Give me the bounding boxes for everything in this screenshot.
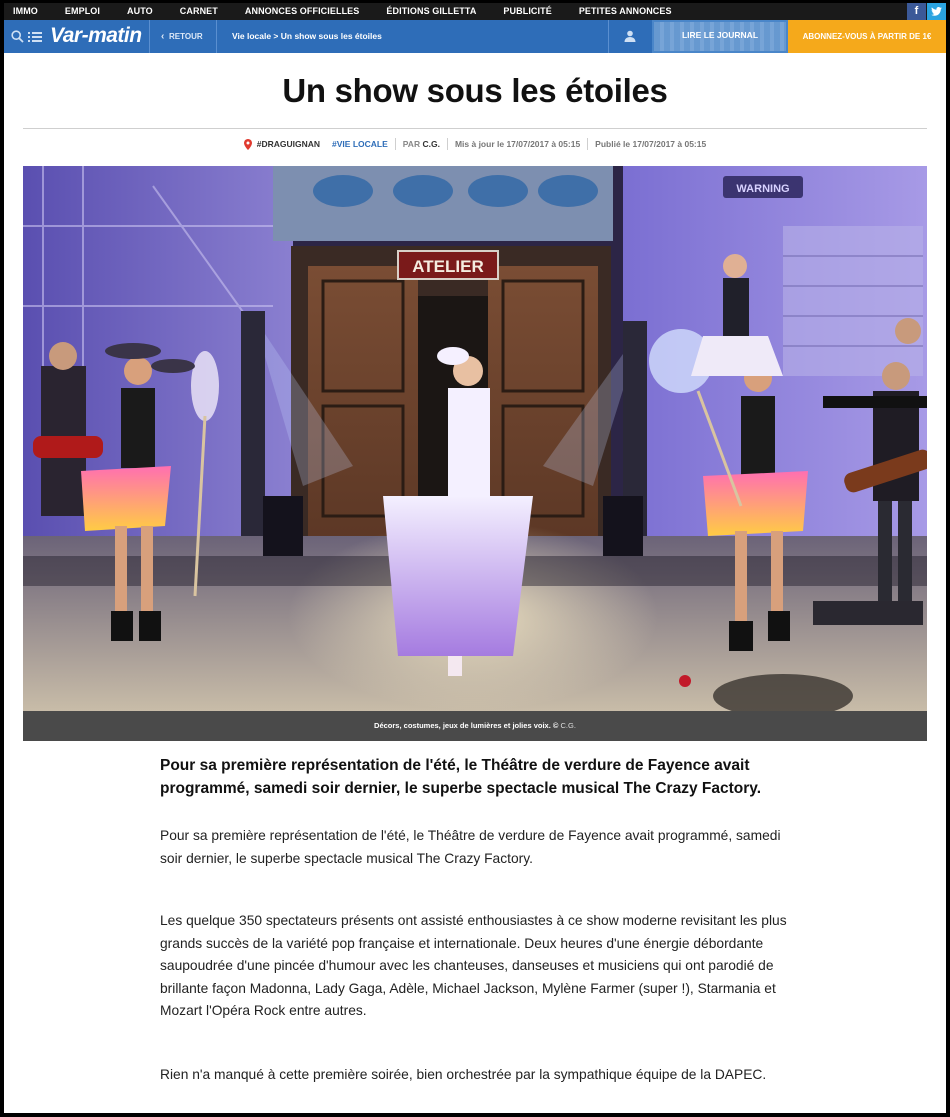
utility-link-petites-annonces[interactable]: PETITES ANNONCES [578, 6, 672, 16]
utility-link-carnet[interactable]: CARNET [179, 6, 218, 16]
location-tag[interactable]: #DRAGUIGNAN [256, 139, 321, 149]
article-lead: Pour sa première représentation de l'été, le Théâtre de verdure de Fayence avait programmé, samedi soir dernier, le superbe spectacle musical The Crazy Factory. [160, 757, 762, 797]
warning-sign: WARNING [736, 183, 790, 195]
facebook-icon[interactable]: f [907, 3, 926, 20]
back-button[interactable] [151, 20, 217, 53]
utility-link-annonces-officielles[interactable]: ANNONCES OFFICIELLES [244, 6, 360, 16]
published-date: Publié le 17/07/2017 à 05:15 [595, 139, 707, 149]
article-photo [23, 166, 927, 711]
author-name: C.G. [422, 139, 440, 149]
utility-link-emploi[interactable]: EMPLOI [64, 6, 101, 16]
meta-separator [447, 138, 448, 150]
utility-links [4, 3, 690, 20]
meta-separator [395, 138, 396, 150]
read-newspaper-button[interactable] [652, 20, 788, 53]
photo-credit: C.G. [560, 721, 576, 730]
photo-caption [23, 711, 927, 741]
main-navigation [4, 20, 946, 53]
search-icon[interactable] [11, 30, 24, 43]
user-icon [624, 30, 636, 42]
article-meta [4, 134, 946, 154]
category-tag[interactable]: #VIE LOCALE [332, 139, 388, 149]
title-divider [23, 128, 927, 129]
utility-link-auto[interactable]: AUTO [127, 6, 153, 16]
author-prefix: PAR [402, 139, 421, 149]
menu-icon[interactable] [28, 31, 42, 42]
article-title: Un show sous les étoiles [282, 72, 668, 109]
twitter-icon[interactable] [927, 3, 946, 20]
back-label: RETOUR [169, 32, 203, 41]
utility-link-publicite[interactable]: PUBLICITÉ [503, 6, 552, 16]
social-links [907, 3, 946, 20]
updated-date: Mis à jour le 17/07/2017 à 05:15 [454, 139, 581, 149]
location-pin-icon [244, 139, 252, 150]
brand-block [4, 20, 150, 53]
article-paragraph: Les quelque 350 spectateurs présents ont assisté enthousiastes à ce show moderne revisitant les plus grands succès de la variété pop française et internationale. Deux heures d'une énergie débordante saupoudrée d'une pincée d'humour avec les chanteuses, danseuses et musiciens qui ont parodié de brillante façon Madonna, Lady Gaga, Adèle, Michael Jackson, Mylène Farmer (super !), Starmania et Mozart l'Opéra Rock entre autres. [160, 913, 787, 1018]
article-paragraph: Rien n'a manqué à cette première soirée, bien orchestrée par la sympathique équipe de la DAPEC. [160, 1067, 767, 1082]
account-button[interactable] [608, 20, 652, 53]
utility-link-editions-gilletta[interactable]: ÉDITIONS GILLETTA [386, 6, 477, 16]
caption-text: Décors, costumes, jeux de lumières et jolies voix. [374, 721, 551, 730]
meta-separator [587, 138, 588, 150]
read-newspaper-label: LIRE LE JOURNAL [681, 30, 759, 40]
site-logo[interactable]: Var-matin [50, 24, 142, 47]
subscribe-button[interactable]: ABONNEZ-VOUS À PARTIR DE 1€ [788, 20, 946, 53]
author [403, 139, 440, 149]
utility-link-immo[interactable]: IMMO [13, 6, 38, 16]
copyright-icon: © [552, 721, 561, 730]
top-utility-bar [4, 3, 946, 20]
breadcrumb[interactable]: Vie locale > Un show sous les étoiles [232, 31, 382, 41]
stage-show-photo [23, 166, 927, 711]
chevron-left-icon: ‹ [161, 31, 165, 42]
page-frame [4, 3, 946, 1113]
article-paragraph: Pour sa première représentation de l'été, le Théâtre de verdure de Fayence avait programmé, samedi soir dernier, le superbe spectacle musical The Crazy Factory. [160, 828, 781, 866]
atelier-sign: ATELIER [412, 257, 484, 276]
